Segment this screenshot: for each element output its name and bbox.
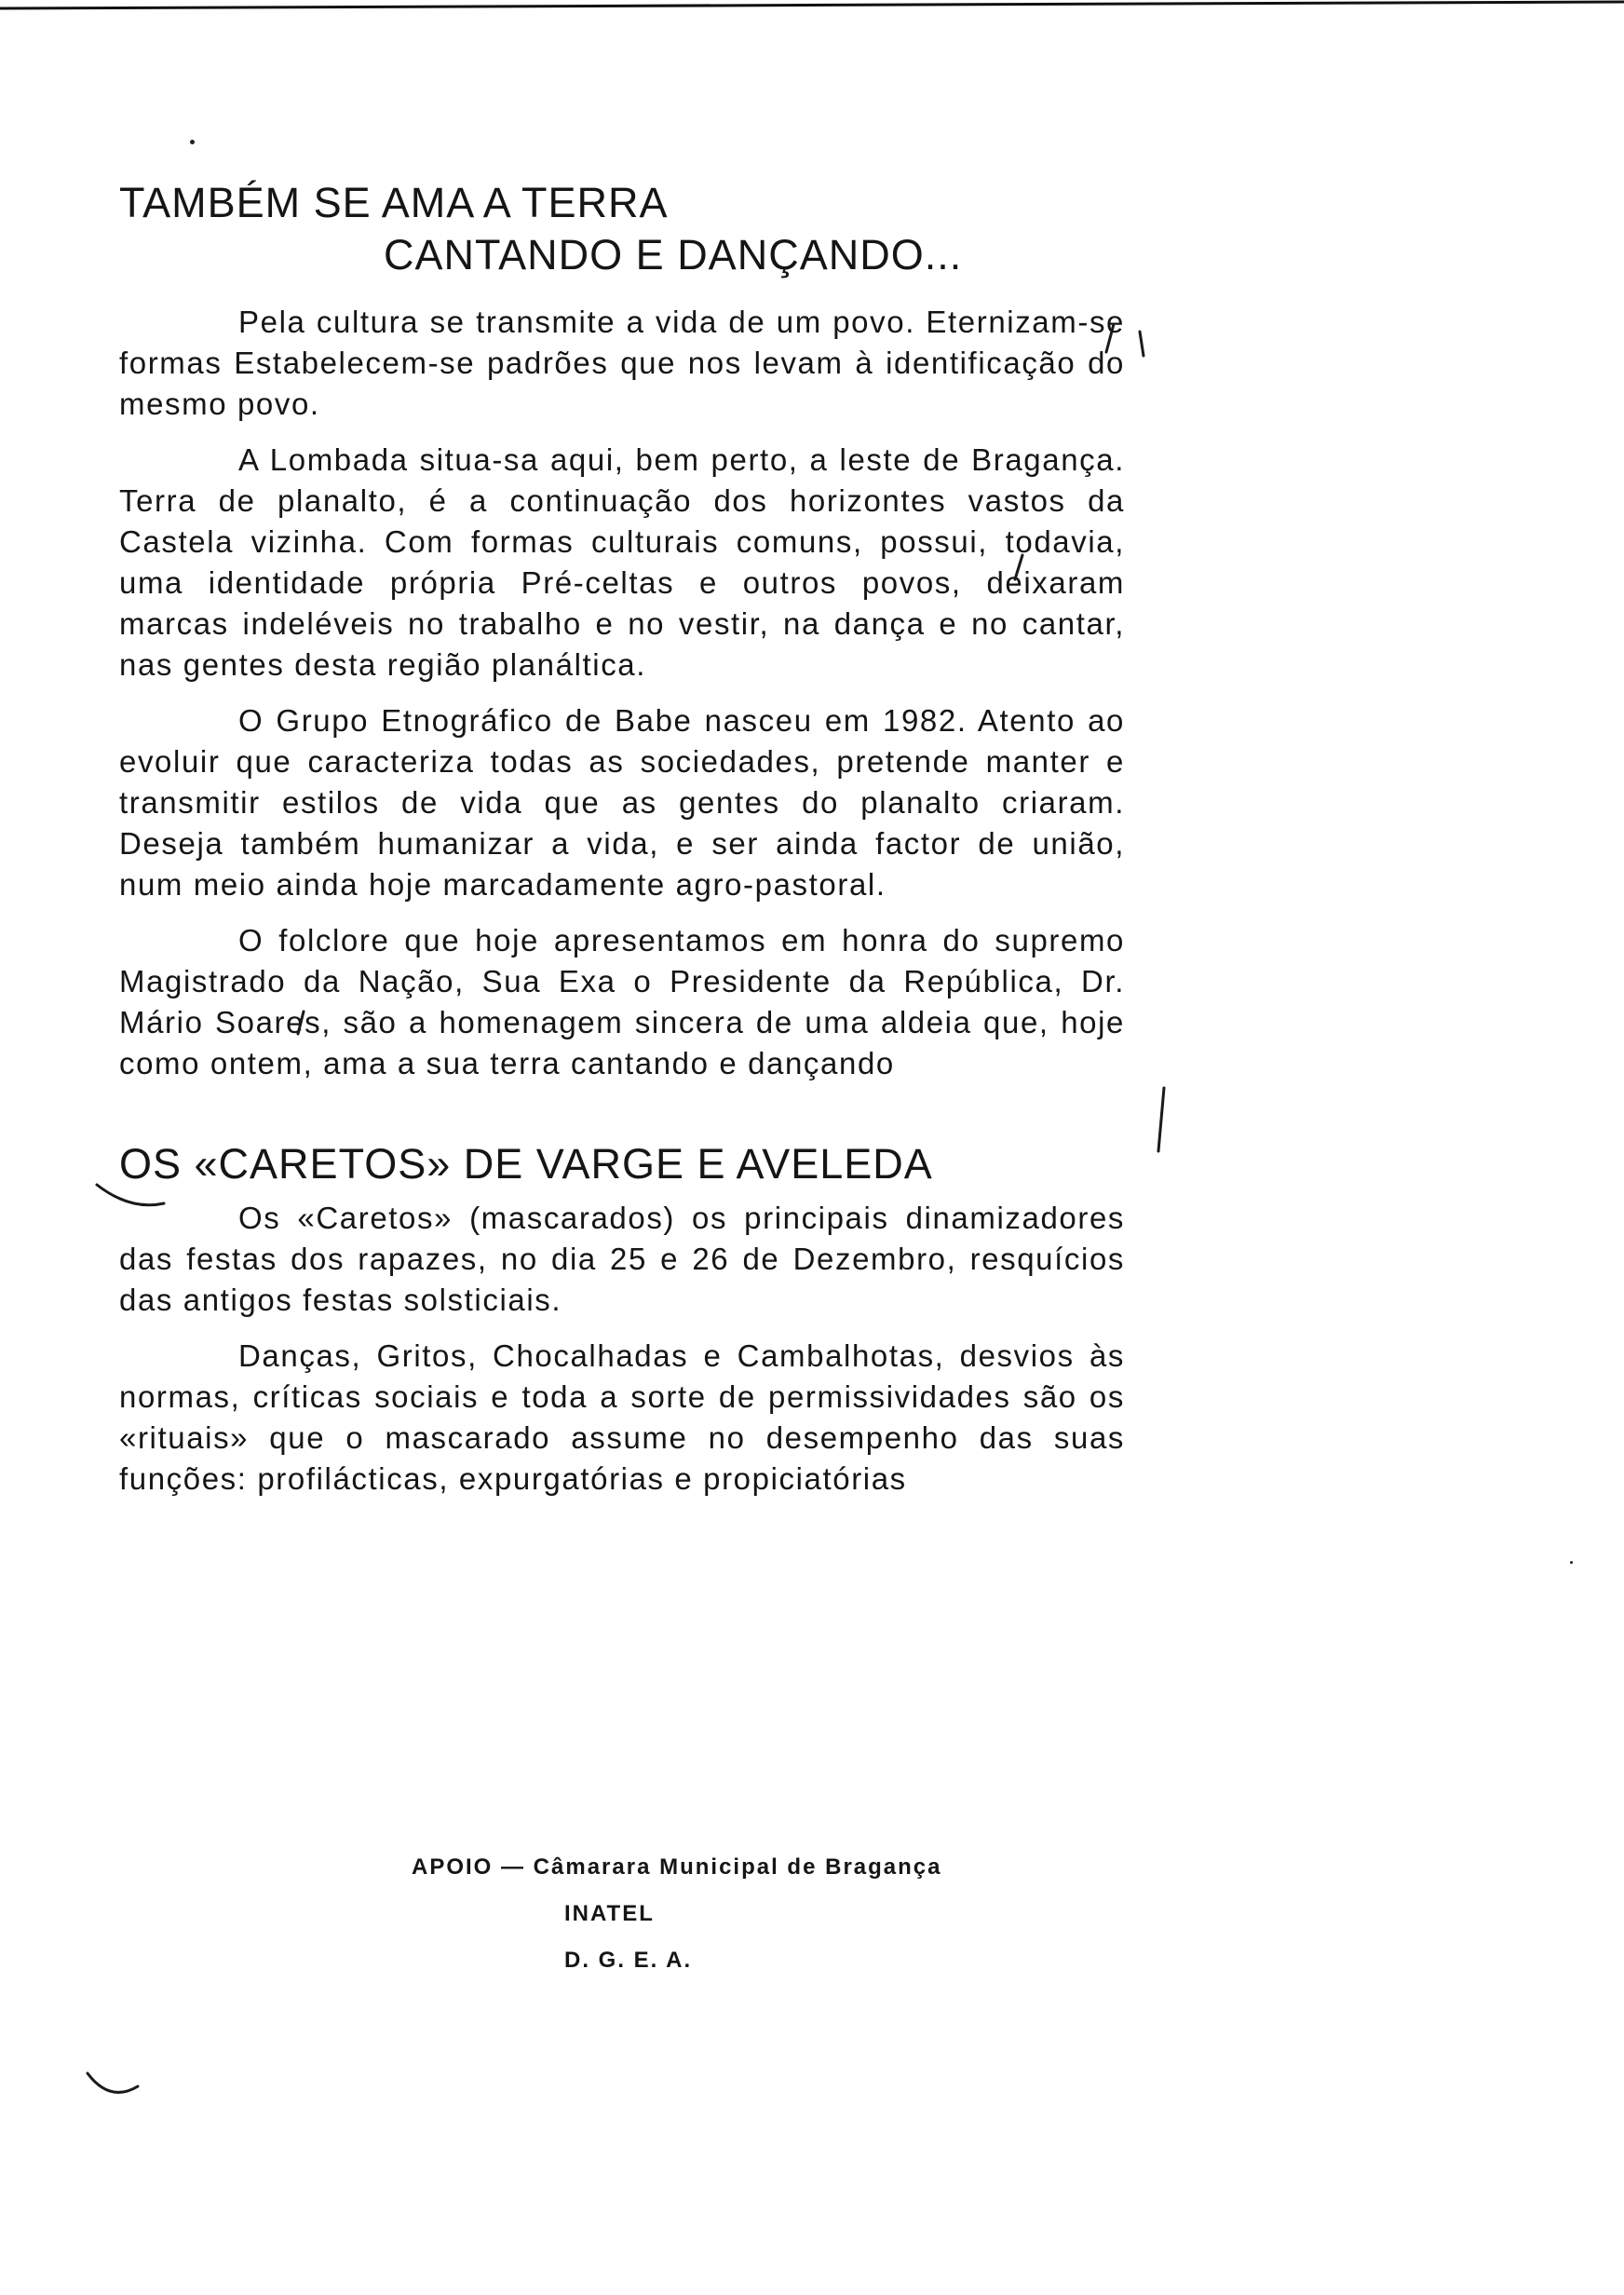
paragraph-grupo-etnografico: O Grupo Etnográfico de Babe nasceu em 1982. Atento ao evoluir que caracteriza todas as sociedades, pretende manter e transmitir estilos de vida que as gentes do planalto criaram. Deseja também humanizar a vida, e ser ainda factor de união, num meio ainda hoje marcadamente agro-pastoral.: [119, 702, 1125, 902]
document-body: [119, 177, 1125, 1514]
paragraph-dancas: Danças, Gritos, Chocalhadas e Cambalhotas, desvios às normas, críticas sociais e toda a sorte de permissividades são os «rituais» que o mascarado assume no desempenho das suas funções: profilácticas, expurgatórias e propiciatórias: [119, 1338, 1125, 1496]
proof-mark: [88, 2073, 138, 2092]
scan-speck: [190, 140, 195, 144]
top-scan-edge: [0, 0, 1624, 15]
page-title: [119, 177, 1125, 281]
support-credits: [412, 1844, 942, 1984]
title-line-2: CANTANDO E DANÇANDO...: [384, 230, 963, 278]
paragraph-lombada: A Lombada situa-sa aqui, bem perto, a leste de Bragança. Terra de planalto, é a continuação dos horizontes vastos da Castela vizinha. Com formas culturais comuns, possui, todavia, uma identidade própria Pré-celtas e outros povos, deixaram marcas indeléveis no trabalho e no vestir, na dança e no cantar, nas gentes desta região planáltica.: [119, 441, 1125, 682]
proof-mark: [1158, 1088, 1164, 1151]
support-dgea: D. G. E. A.: [564, 1948, 693, 1973]
paragraph-culture: Pela cultura se transmite a vida de um povo. Eternizam-se formas Estabelecem-se padrões que nos levam à identificação do mesmo povo.: [119, 304, 1125, 421]
proof-mark: [1140, 332, 1144, 356]
section-heading-caretos: OS «CARETOS» DE VARGE E AVELEDA: [119, 1139, 933, 1188]
support-label: APOIO — Câmarara Municipal de Bragança: [412, 1854, 942, 1880]
title-line-1: TAMBÉM SE AMA A TERRA: [119, 179, 669, 226]
paragraph-caretos: Os «Caretos» (mascarados) os principais dinamizadores das festas dos rapazes, no dia 25 e 26 de Dezembro, resquícios das antigos festas solsticiais.: [119, 1200, 1125, 1317]
scan-speck: [1570, 1561, 1573, 1564]
paragraph-folclore: O folclore que hoje apresentamos em honra do supremo Magistrado da Nação, Sua Exa o Presidente da República, Dr. Mário Soares, são a homenagem sincera de uma aldeia que, hoje como ontem, ama a sua terra cantando e dançando: [119, 922, 1125, 1080]
support-inatel: INATEL: [564, 1901, 655, 1926]
